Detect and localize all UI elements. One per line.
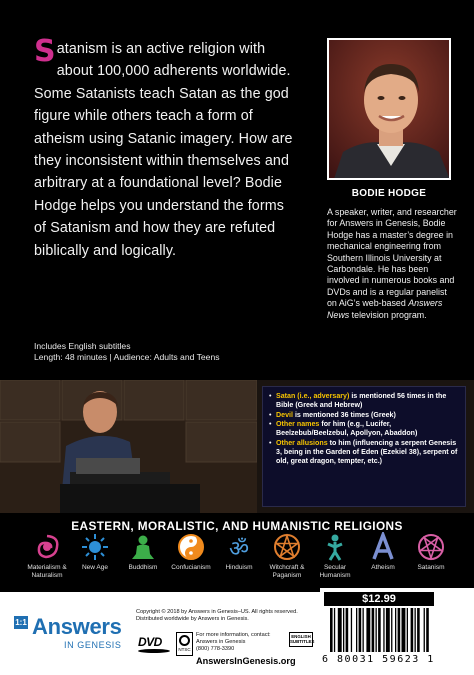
- logo-mark: 1:1: [15, 618, 27, 627]
- slide-item: • Satan (i.e., adversary) is mentioned 56 times in the Bible (Greek and Hebrew): [269, 392, 459, 410]
- slide-item: • Devil is mentioned 36 times (Greek): [269, 411, 459, 420]
- sun-icon: [80, 532, 110, 562]
- footer: [0, 592, 474, 675]
- religion-confucianism: Confucianism: [168, 532, 214, 572]
- religion-buddhism: Buddhism: [120, 532, 166, 572]
- religion-icons: [24, 532, 454, 592]
- religion-materialism: Materialism & Naturalism: [24, 532, 70, 579]
- contact-info: For more information, contact: Answers in Genesis (800) 778-3390: [196, 632, 271, 652]
- website: AnswersInGenesis.org: [196, 656, 296, 666]
- speaker-photo: [327, 38, 451, 180]
- bio-end: television program.: [349, 309, 427, 320]
- program-meta: [34, 341, 220, 363]
- humanism-icon: [320, 532, 350, 562]
- atheism-icon: [368, 532, 398, 562]
- religion-secular-humanism: Secular Humanism: [312, 532, 358, 579]
- copyright: Copyright © 2018 by Answers in Genesis–US. All rights reserved. Distributed worldwide by Answers in Genesis.: [136, 609, 298, 622]
- slide-item: • Other names for him (e.g., Lucifer, Beelzebub/Beelzebul, Apollyon, Abaddon): [269, 420, 459, 438]
- pentagram-icon: [272, 532, 302, 562]
- religion-hinduism: ॐ Hinduism: [216, 532, 262, 572]
- video-still: [0, 380, 474, 513]
- length-audience: Length: 48 minutes | Audience: Adults and Teens: [34, 352, 220, 362]
- slide-list: [269, 392, 459, 466]
- religion-new-age: New Age: [72, 532, 118, 572]
- inverted-pentagram-icon: [416, 532, 446, 562]
- logo-word: Answers: [32, 614, 122, 639]
- dropcap: S: [34, 34, 56, 69]
- yin-yang-icon: [176, 532, 206, 562]
- subtitles-note: Includes English subtitles: [34, 341, 131, 351]
- description: [34, 34, 296, 262]
- quote-slide: [262, 386, 466, 507]
- bio-program-name: Answers News: [327, 298, 443, 320]
- svg-text:ॐ: ॐ: [228, 537, 250, 562]
- bio-text: A speaker, writer, and researcher for Answers in Genesis, Bodie Hodge has a master’s degree in mechanical engineering from Southern Illinois University at Carbondale. He has been involved in numerous books and DVDs and is a regular panelist on AiG’s web-based: [327, 207, 457, 309]
- speaker-bio: [327, 207, 457, 321]
- dvd-logo: DVD: [138, 635, 162, 649]
- religion-witchcraft: Witchcraft & Paganism: [264, 532, 310, 579]
- galaxy-icon: [32, 532, 62, 562]
- barcode: [330, 608, 466, 652]
- om-icon: [224, 532, 254, 562]
- upc-number: 6 80031 59623 1: [322, 654, 435, 665]
- english-subtitles-badge: ENGLISH SUBTITLES: [289, 632, 313, 647]
- religion-atheism: Atheism: [360, 532, 406, 572]
- religions-title: EASTERN, MORALISTIC, AND HUMANISTIC RELIGIONS: [71, 519, 403, 533]
- slide-item: • Other allusions to him (influencing a serpent Genesis 3, being in the Garden of Eden (Ezekiel 38), serpent of old, great dragon, tempter, etc.): [269, 439, 459, 466]
- presenter-still-photo: [0, 380, 257, 513]
- logo-subtitle: IN GENESIS: [64, 640, 122, 650]
- dvd-logo-disc: [138, 649, 170, 653]
- speaker-name: BODIE HODGE: [351, 188, 427, 199]
- disc-icon: [179, 635, 190, 646]
- religion-satanism: Satanism: [408, 532, 454, 572]
- price-tag: $12.99: [324, 592, 434, 606]
- description-text: atanism is an active religion with about 100,000 adherents worldwide. Some Satanists teach Satan as the god figure while others teach a form of atheism using Satanic imagery. How are they inconsistent within themselves and arbitrary at a foundational level? Bodie Hodge helps you understand the forms of Satanism and how they are refuted biblically and logically.: [34, 41, 293, 259]
- buddha-icon: [128, 532, 158, 562]
- ntsc-badge: NTSC: [176, 632, 193, 656]
